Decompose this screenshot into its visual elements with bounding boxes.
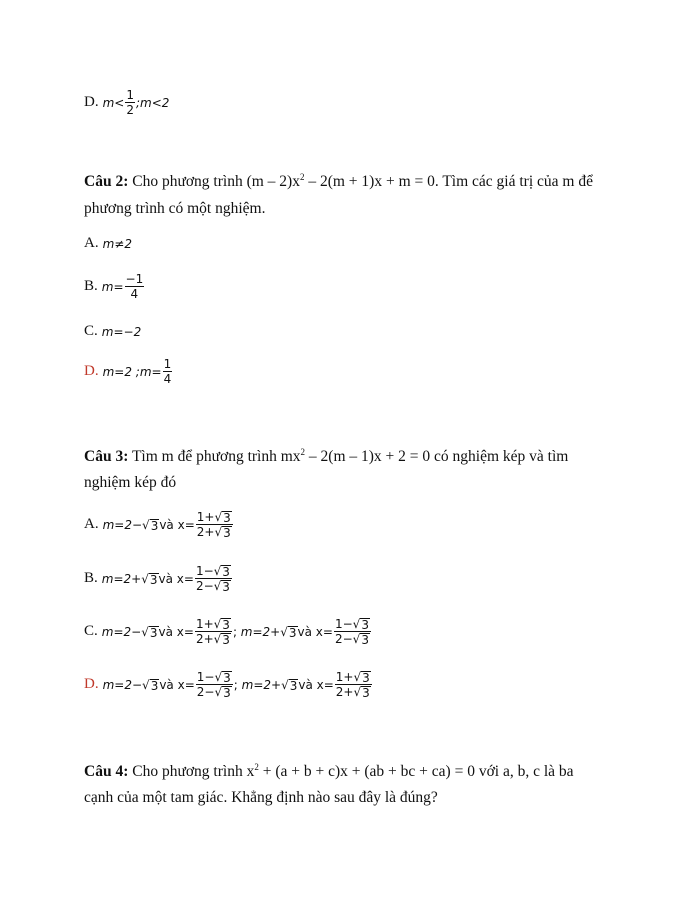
fraction: 1− √ 3 2− √ 3 [196, 670, 231, 700]
fraction: $\frac{1}{2}$ [126, 88, 134, 117]
option-letter: D. [84, 94, 99, 110]
q2-option-b: B. m= $\frac{-1}{4}$ [84, 272, 144, 301]
fraction: $\frac{1}{4}$ [163, 357, 172, 386]
q3-option-c: C. m=2− √ 3 và x= 1+ √ 3 2+ √ 3 ; m=2+ √ 3 và x= 1− √ 3 2− √ 3 [84, 617, 369, 647]
q3-option-b: B. m=2+ √ 3 và x= 1− √ 3 2− √ 3 [84, 564, 230, 594]
q2-option-d-correct: D. m=2 ;m= $\frac{1}{4}$ [84, 357, 172, 386]
q1-option-d [84, 88, 169, 117]
q2-option-c: C. m=−2 [84, 323, 142, 339]
fraction: $\frac{-1}{4}$ [125, 272, 144, 301]
q4-question-line-1: Câu 4: Cho phương trình $x^2 + (a + b + c)x + (ab$ + bc + ca) = 0 với a, b, c là ba [84, 762, 574, 780]
q4-question-line-2: cạnh của một tam giác. Khẳng định nào sau đây là đúng? [84, 789, 438, 806]
q3-option-d-correct: D. m=2− √ 3 và x= 1− √ 3 2− √ 3 ; m=2+ √ 3 và x= 1+ √ 3 2+ √ 3 [84, 670, 370, 700]
question-label: Câu 4: [84, 763, 129, 780]
q3-question-line-2: nghiệm kép đó [84, 474, 177, 491]
square-root: √ 3 [142, 517, 159, 533]
q2-question-line-1: Câu 2: Cho phương trình $(m - 2)x^2 - 2(m + 1)x + m = 0$. Tìm các giá trị của m để [84, 172, 593, 190]
fraction: 1+ √ 3 2+ √ 3 [335, 670, 370, 700]
fraction: 1+ √ 3 2+ √ 3 [196, 510, 231, 540]
question-label: Câu 3: [84, 448, 129, 465]
fraction: 1− √ 3 2− √ 3 [334, 617, 369, 647]
q3-question-line-1: Câu 3: Tìm m để phương trình $mx^2 - 2(m - 1)x + 2 = 0$ có nghiệm kép và tìm [84, 447, 569, 465]
q2-question-line-2: phương trình có một nghiệm. [84, 200, 266, 217]
fraction: 1− √ 3 2− √ 3 [195, 564, 230, 594]
fraction: 1+ √ 3 2+ √ 3 [195, 617, 230, 647]
question-label: Câu 2: [84, 173, 129, 190]
q3-option-a: A. m=2− √ 3 và x= 1+ √ 3 2+ √ 3 [84, 510, 231, 540]
math-expression: m< $\frac{1}{2}$ ;m<2 [102, 88, 170, 117]
square-root: √ 3 [141, 571, 158, 587]
q2-option-a: A. m≠2 [84, 235, 132, 251]
